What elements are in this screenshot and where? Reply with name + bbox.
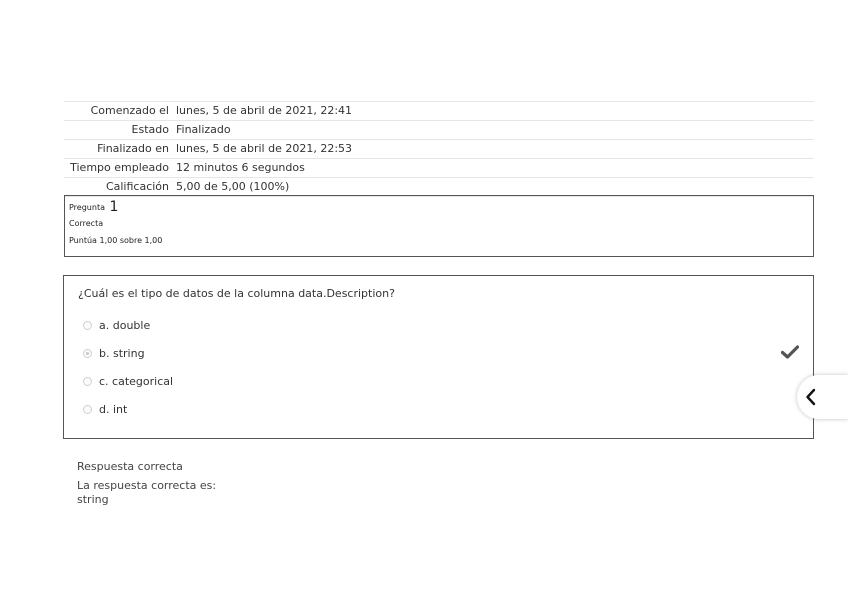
question-label: Pregunta: [69, 203, 105, 212]
radio-button[interactable]: [83, 377, 92, 386]
feedback-result: Respuesta correcta: [77, 460, 183, 473]
feedback-correct-answer: string: [77, 493, 109, 506]
answer-option-label: a. double: [99, 318, 151, 332]
question-text: ¿Cuál es el tipo de datos de la columna data.Description?: [78, 287, 395, 300]
drawer-toggle-button[interactable]: [797, 375, 848, 419]
summary-label: Calificación: [105, 180, 169, 193]
question-content-box: [63, 275, 814, 439]
summary-value: 5,00 de 5,00 (100%): [176, 180, 290, 193]
answer-option-d[interactable]: [83, 401, 127, 417]
radio-button-selected[interactable]: [83, 349, 92, 358]
question-info-box: [64, 195, 814, 257]
answer-option-label: b. string: [99, 346, 145, 360]
attempt-summary-table: [64, 101, 814, 197]
summary-value: lunes, 5 de abril de 2021, 22:53: [176, 142, 353, 155]
radio-button[interactable]: [83, 405, 92, 414]
summary-value: Finalizado: [176, 123, 231, 136]
summary-row-state: [64, 121, 814, 140]
summary-value: lunes, 5 de abril de 2021, 22:41: [176, 104, 353, 117]
summary-label: Estado: [131, 123, 169, 136]
summary-label: Comenzado el: [90, 104, 169, 117]
summary-label: Tiempo empleado: [70, 161, 169, 174]
summary-row-started: [64, 102, 814, 121]
answer-option-b[interactable]: [83, 345, 145, 361]
answer-option-label: c. categorical: [99, 374, 174, 388]
question-grade: Puntúa 1,00 sobre 1,00: [69, 236, 163, 245]
chevron-left-icon: [804, 388, 818, 406]
question-number-value: 1: [109, 199, 119, 215]
answer-option-a[interactable]: [83, 317, 150, 333]
summary-label: Finalizado en: [97, 142, 169, 155]
answer-option-label: d. int: [99, 402, 128, 416]
summary-row-grade: [64, 178, 814, 197]
checkmark-icon: [781, 345, 799, 359]
summary-row-finished: [64, 140, 814, 159]
answer-option-c[interactable]: [83, 373, 173, 389]
question-number: [69, 200, 118, 216]
question-state: Correcta: [69, 219, 104, 228]
question-feedback: [77, 460, 216, 507]
radio-button[interactable]: [83, 321, 92, 330]
feedback-correct-label: La respuesta correcta es:: [77, 479, 217, 492]
summary-value: 12 minutos 6 segundos: [176, 161, 305, 174]
summary-row-time-taken: [64, 159, 814, 178]
